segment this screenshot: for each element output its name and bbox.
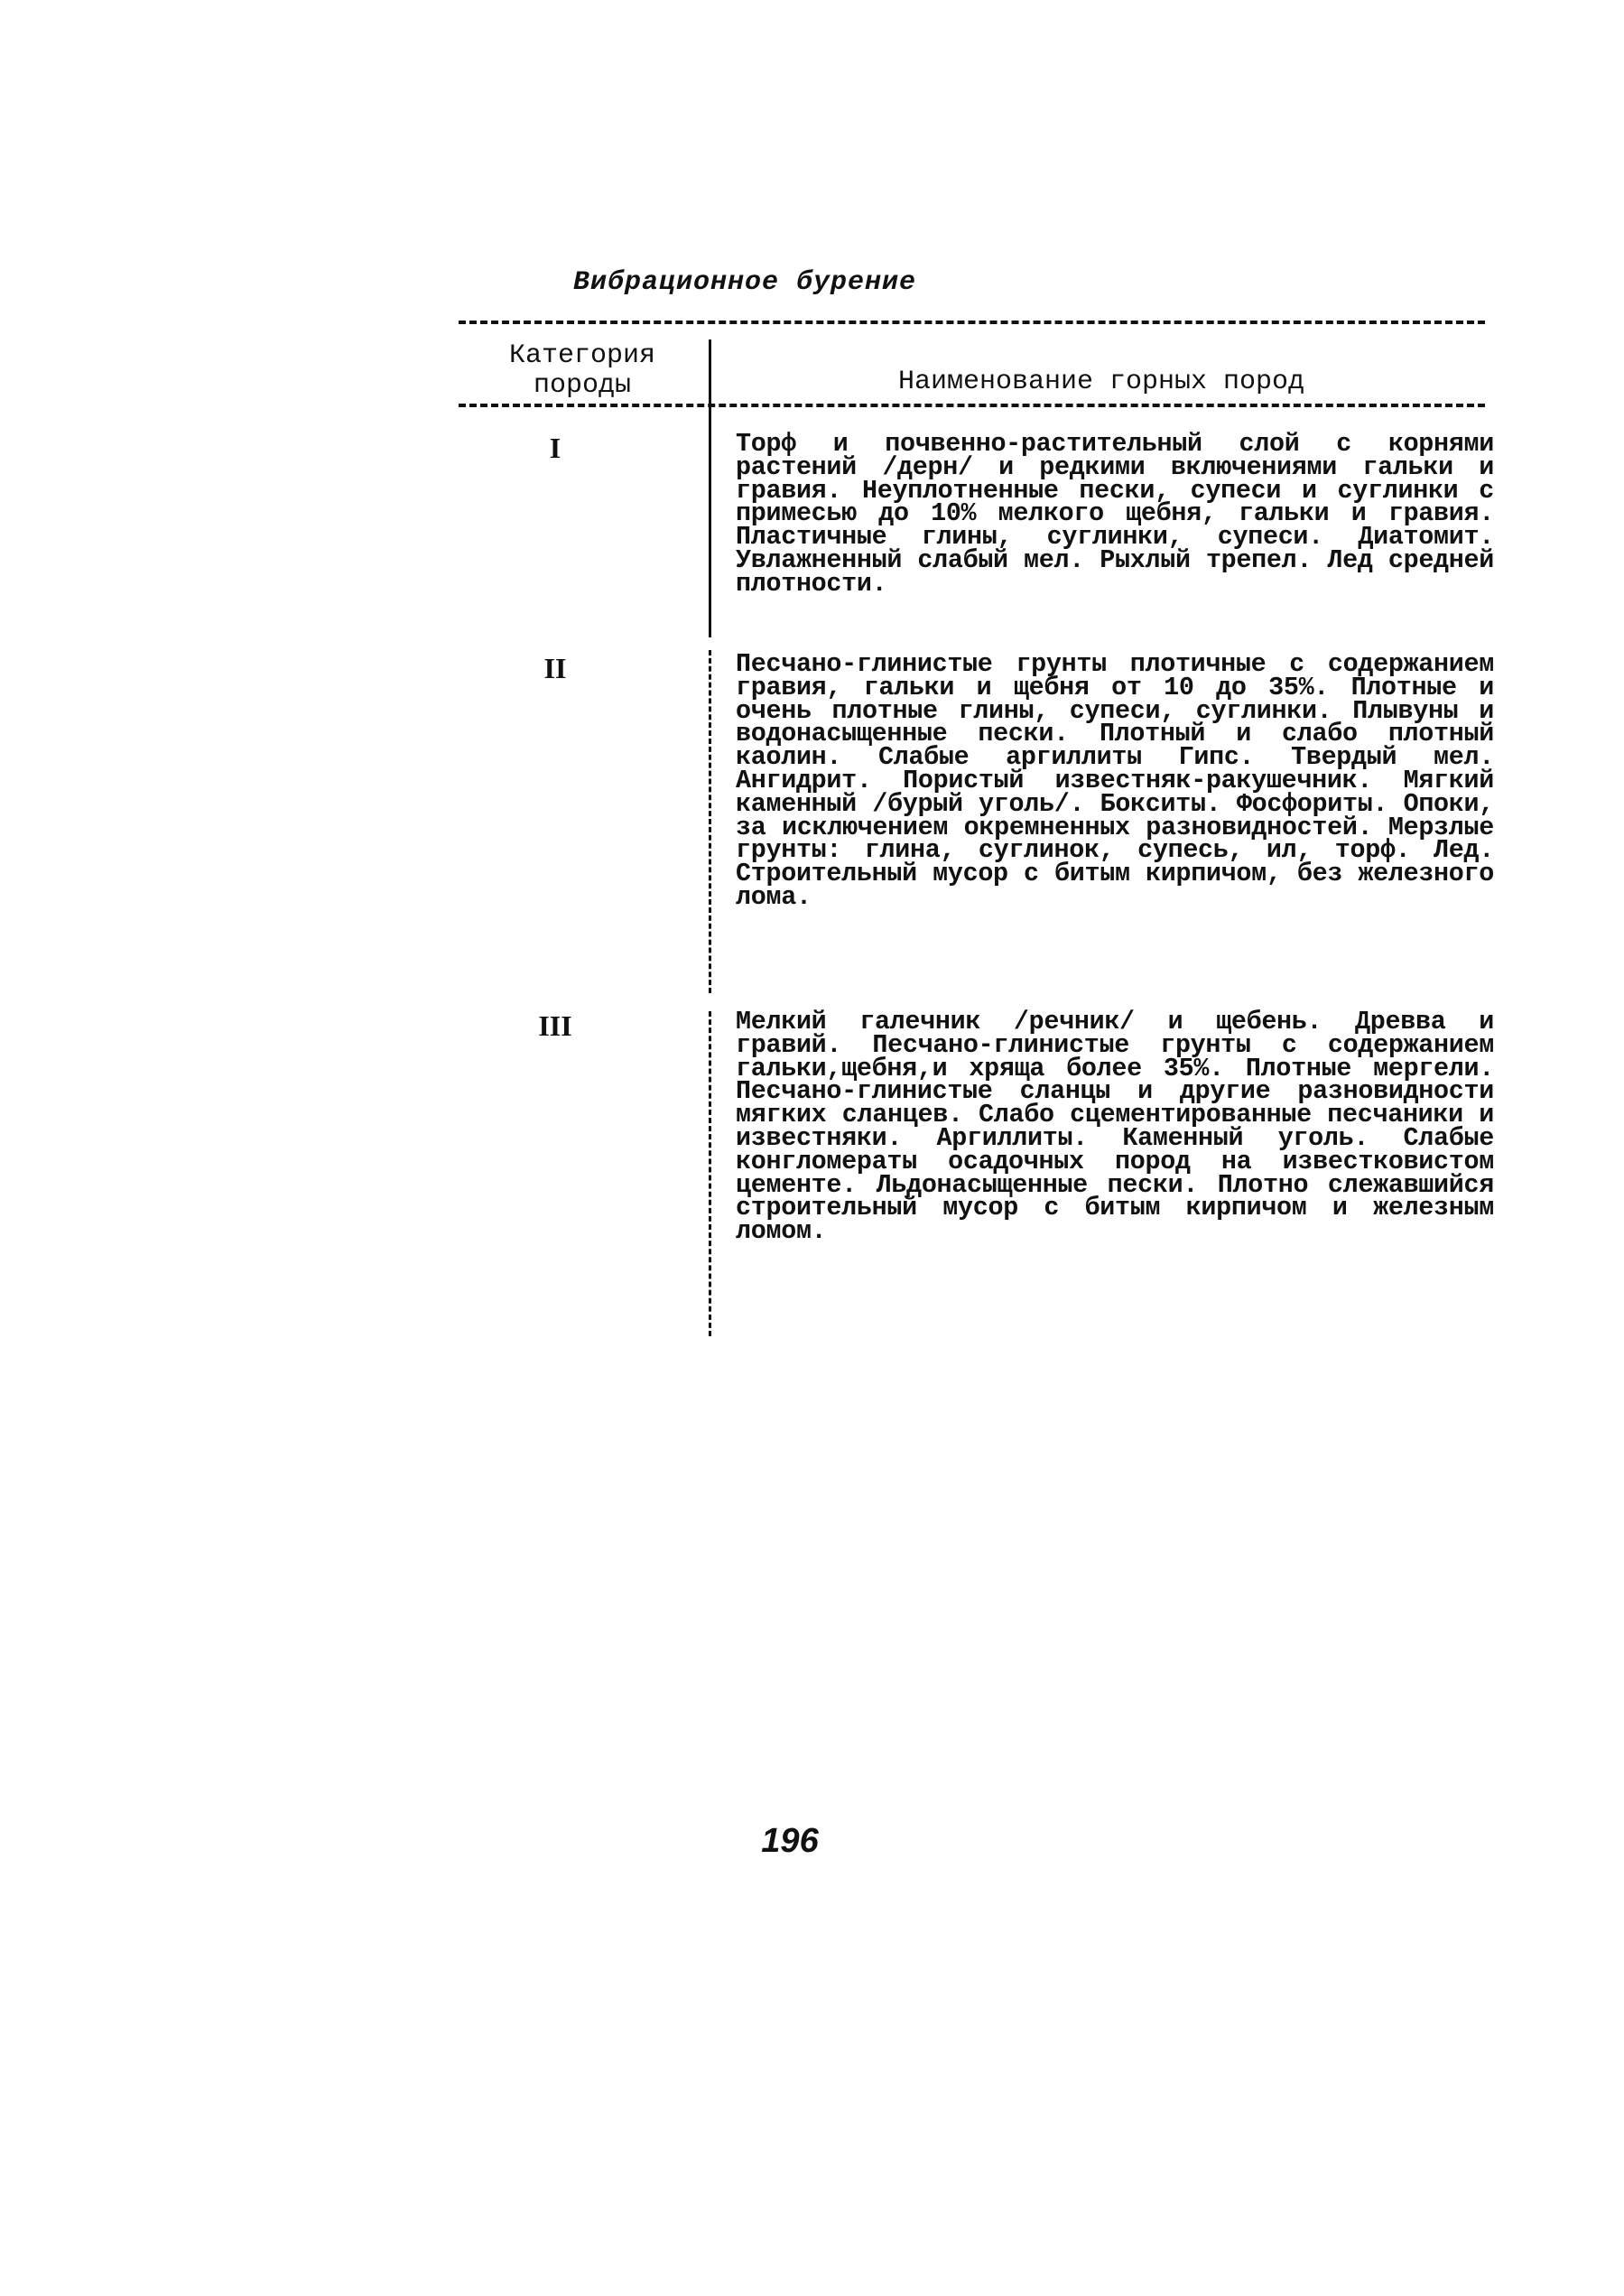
column-divider xyxy=(709,339,711,430)
table-row-description: Песчано-глинистые грунты плотичные с содержанием гравия, гальки и щебня от 10 до 35%. Плотные и очень плотные глины, супеси, суглинки. Плывуны и водонасыщенные пески. Плотный и слабо плотный каолин. Слабые аргиллиты Гипс. Твердый мел. Ангидрит. Пористый известняк-ракушечник. Мягкий каменный /бурый уголь/. Бокситы. Фосфориты. Опоки, за исключением окремненных разновидностей. Мерзлые грунты: глина, суглинок, супесь, ил, торф. Лед. Строительный мусор с битым кирпичом, без железного лома. xyxy=(736,649,1494,912)
column-divider xyxy=(709,650,711,993)
column-header-category: Категория породы xyxy=(508,340,656,401)
page-number: 196 xyxy=(761,1822,819,1860)
table-header-rule xyxy=(459,404,1485,407)
table-row-category: II xyxy=(543,652,567,684)
section-title: Вибрационное бурение xyxy=(572,267,917,298)
column-header-name: Наименование горных пород xyxy=(897,367,1305,397)
column-divider xyxy=(709,1011,711,1336)
table-row-category: I xyxy=(549,432,561,464)
table-row-description: Торф и почвенно-растительный слой с корнями растений /дерн/ и редкими включениями гальки и гравия. Неуплотненные пески, супеси и суглинки с примесью до 10% мелкого щебня, гальки и гравия. Пластичные глины, суглинки, супеси. Диатомит. Увлажненный слабый мел. Рыхлый трепел. Лед средней плотности. xyxy=(736,429,1494,599)
table-row-category: III xyxy=(538,1009,572,1042)
table-row-description: Мелкий галечник /речник/ и щебень. Древва и гравий. Песчано-глинистые грунты с содержанием гальки,щебня,и хряща более 35%. Плотные мергели. Песчано-глинистые сланцы и другие разновидности мягких сланцев. Слабо сцементированные песчаники и известняки. Аргиллиты. Каменный уголь. Слабые конгломераты осадочных пород на известковистом цементе. Льдонасыщенные пески. Плотно слежавшийся строительный мусор с битым кирпичом и железным ломом. xyxy=(736,1007,1494,1247)
table-top-rule xyxy=(459,321,1485,324)
column-divider xyxy=(709,430,711,637)
